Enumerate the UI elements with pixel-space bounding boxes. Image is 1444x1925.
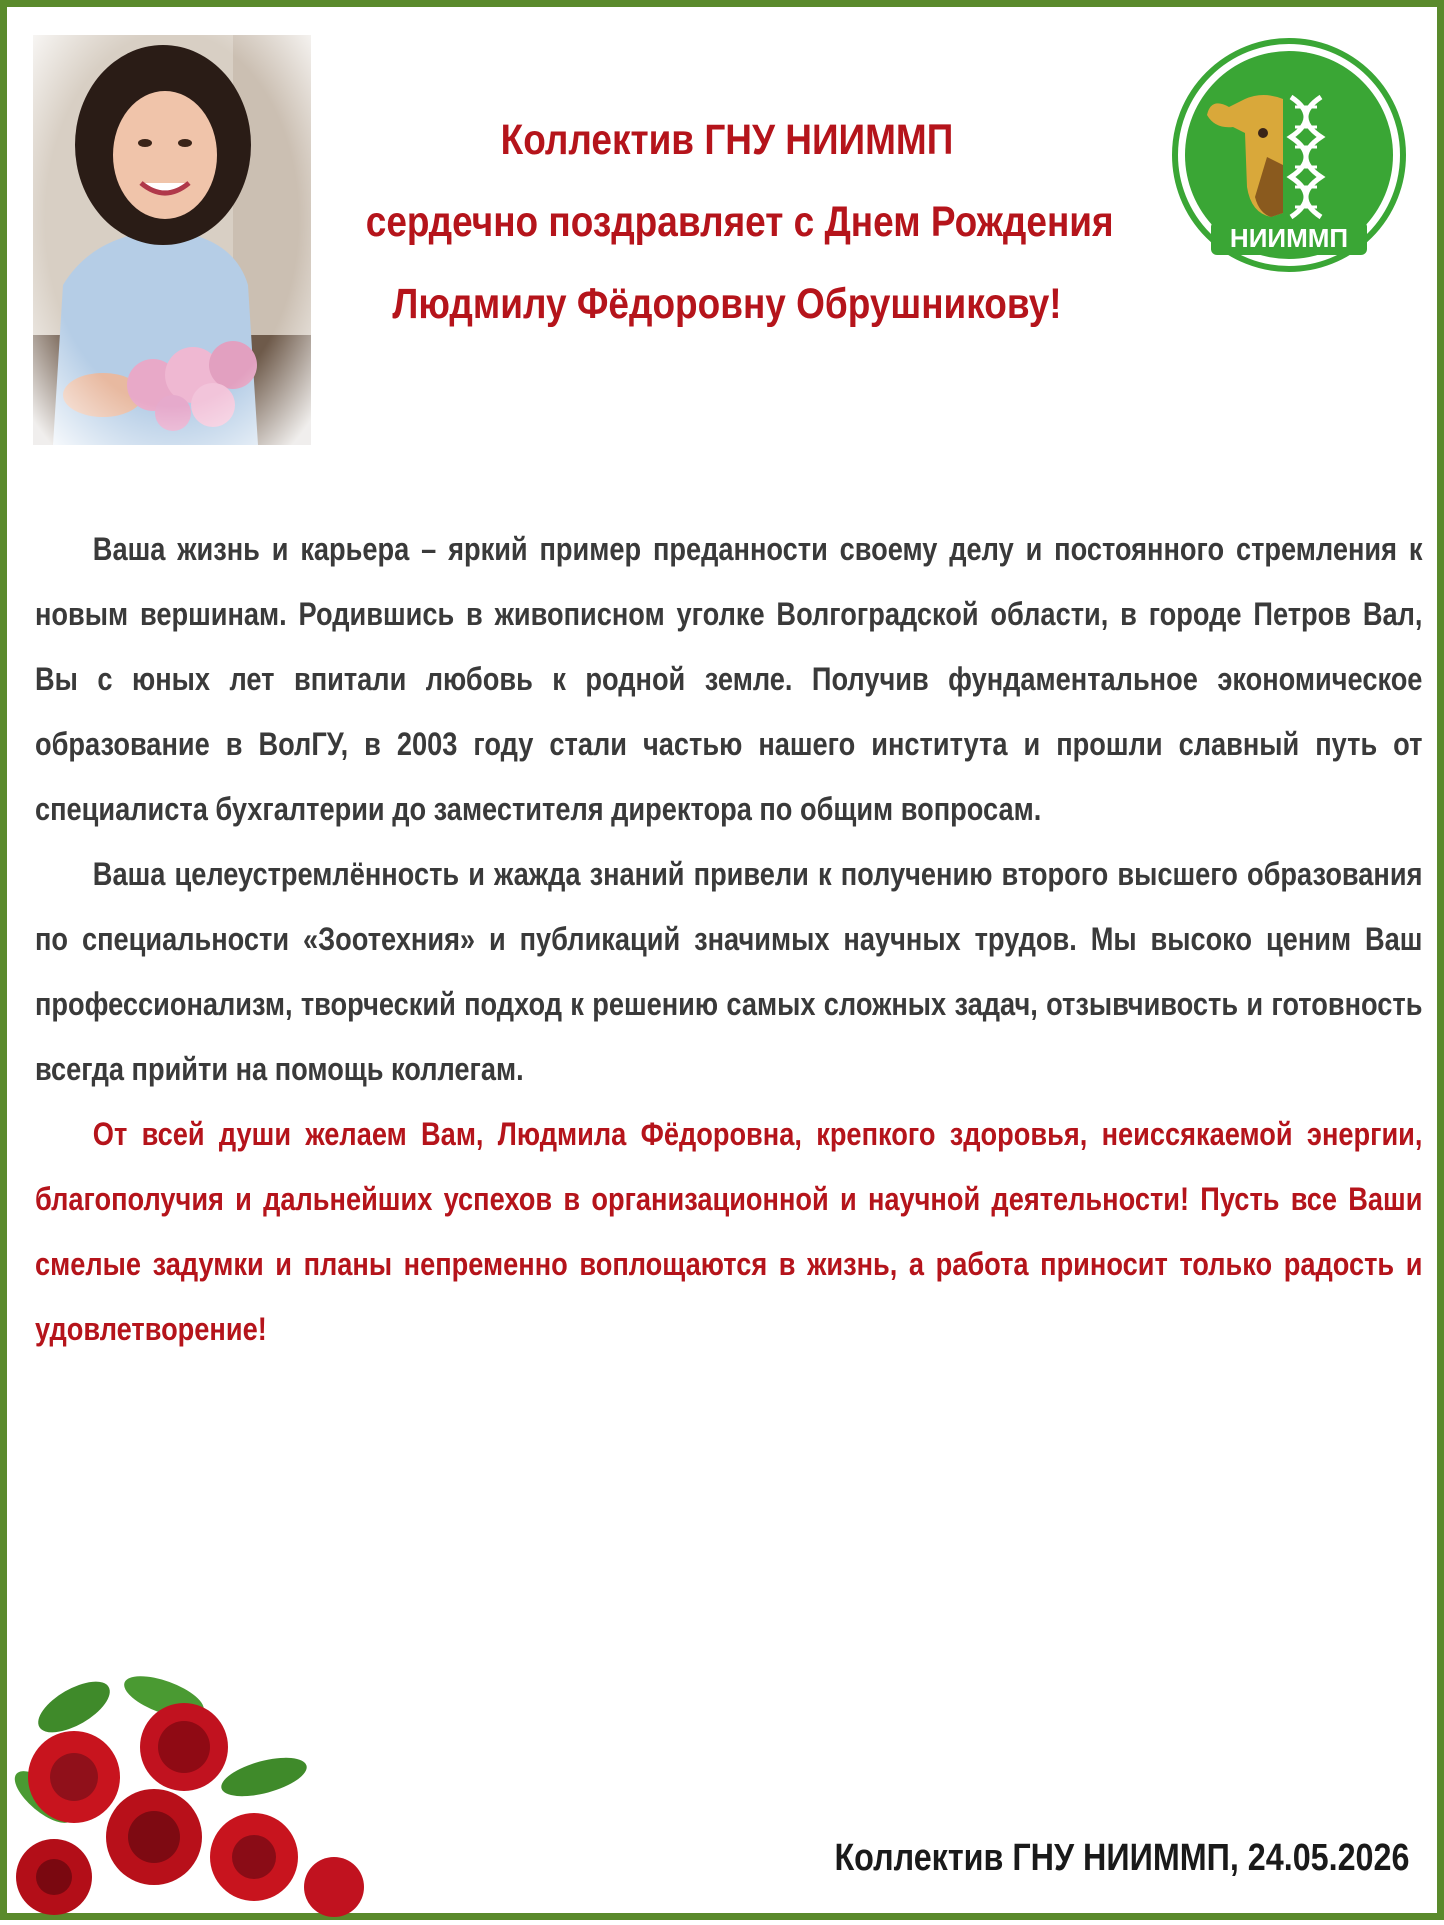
greeting-body xyxy=(35,517,1423,1362)
wish-paragraph: От всей души желаем Вам, Людмила Фёдоровна, крепкого здоровья, неиссякаемой энергии, благополучия и дальнейших успехов в организационной и научной деятельности! Пусть все Ваши смелые задумки и планы непременно воплощаются в жизнь, а работа приносит только радость и удовлетворение! xyxy=(35,1116,1423,1347)
signature: Коллектив ГНУ НИИММП, 24.05.2026 xyxy=(834,1837,1409,1879)
body-paragraph-1: Ваша жизнь и карьера – яркий пример преданности своему делу и постоянного стремления к новым вершинам. Родившись в живописном уголке Волгоградской области, в городе Петров Вал, Вы с юных лет впитали любовь к родной земле. Получив фундаментальное экономическое образование в ВолГУ, в 2003 году стали частью нашего института и прошли славный путь от специалиста бухгалтерии до заместителя директора по общим вопросам. xyxy=(35,531,1423,827)
greeting-header xyxy=(307,99,1147,345)
header-line-3: Людмилу Фёдоровну Обрушникову! xyxy=(392,280,1062,328)
institute-logo xyxy=(1171,37,1407,273)
header-line-2: сердечно поздравляет с Днем Рождения xyxy=(365,198,1114,246)
body-paragraph-2: Ваша целеустремлённость и жажда знаний привели к получению второго высшего образования по специальности «Зоотехния» и публикаций значимых научных трудов. Мы высоко ценим Ваш профессионализм, творческий подход к решению самых сложных задач, отзывчивость и готовность всегда прийти на помощь коллегам. xyxy=(35,856,1423,1087)
header-line-1: Коллектив ГНУ НИИММП xyxy=(500,116,954,164)
logo-text: НИИММП xyxy=(1229,223,1349,253)
roses-decoration xyxy=(14,1627,374,1920)
portrait-photo xyxy=(33,35,311,445)
